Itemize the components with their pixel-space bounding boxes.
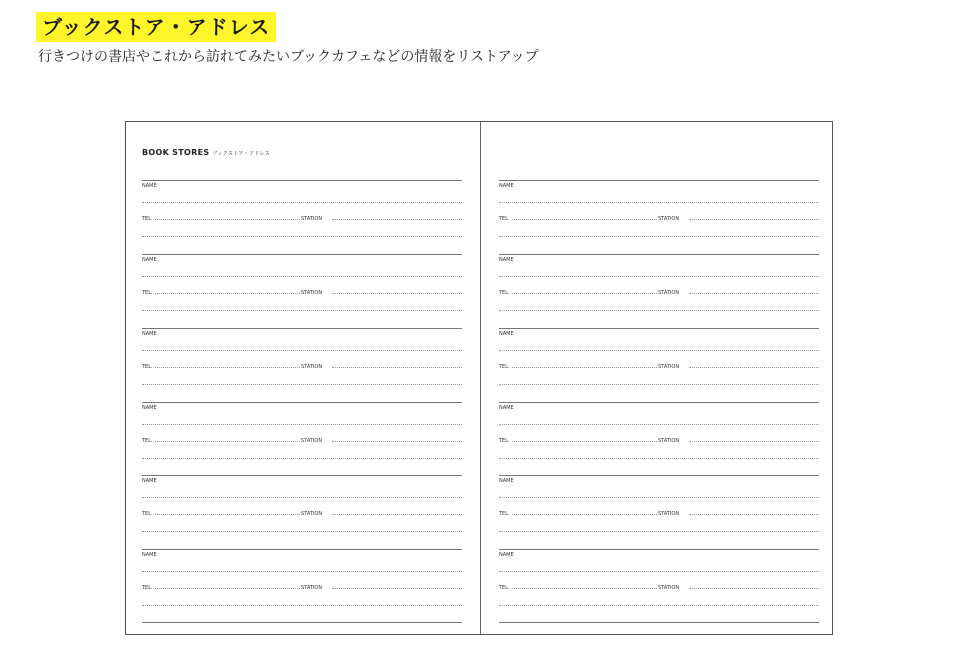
station-label: STATION	[658, 585, 680, 591]
address-line[interactable]	[499, 605, 819, 606]
entry-top-rule	[499, 402, 819, 403]
address-entry	[499, 549, 819, 623]
tel-label: TEL.	[142, 511, 153, 517]
tel-label: TEL.	[142, 216, 153, 222]
name-label: NAME	[499, 552, 514, 558]
name-line[interactable]	[142, 276, 462, 277]
notebook-spine	[480, 122, 481, 634]
station-line[interactable]	[332, 514, 462, 515]
tel-label: TEL.	[142, 290, 153, 296]
name-label: NAME	[499, 183, 514, 189]
station-label: STATION	[301, 438, 323, 444]
name-line[interactable]	[499, 571, 819, 572]
tel-line[interactable]	[152, 514, 300, 515]
tel-label: TEL.	[499, 511, 510, 517]
entry-top-rule	[499, 475, 819, 476]
entry-top-rule	[142, 254, 462, 255]
tel-label: TEL.	[499, 585, 510, 591]
address-line[interactable]	[142, 458, 462, 459]
station-label: STATION	[301, 585, 323, 591]
address-entry	[142, 254, 462, 328]
page-bottom-rule	[499, 622, 819, 623]
station-line[interactable]	[332, 588, 462, 589]
name-label: NAME	[499, 478, 514, 484]
name-line[interactable]	[499, 276, 819, 277]
address-line[interactable]	[142, 384, 462, 385]
address-entry	[142, 180, 462, 254]
name-line[interactable]	[142, 202, 462, 203]
station-line[interactable]	[689, 588, 819, 589]
name-label: NAME	[142, 257, 157, 263]
station-line[interactable]	[689, 367, 819, 368]
tel-line[interactable]	[509, 367, 657, 368]
station-label: STATION	[658, 290, 680, 296]
tel-line[interactable]	[509, 293, 657, 294]
name-label: NAME	[142, 478, 157, 484]
station-label: STATION	[301, 216, 323, 222]
address-entry	[142, 549, 462, 623]
entry-top-rule	[142, 475, 462, 476]
entry-top-rule	[499, 254, 819, 255]
station-line[interactable]	[689, 441, 819, 442]
tel-line[interactable]	[152, 441, 300, 442]
right-page	[499, 122, 819, 634]
tel-line[interactable]	[509, 514, 657, 515]
address-line[interactable]	[499, 458, 819, 459]
heading-subtext: ブックストア・アドレス	[212, 151, 270, 157]
station-line[interactable]	[689, 514, 819, 515]
station-label: STATION	[658, 438, 680, 444]
station-label: STATION	[301, 511, 323, 517]
entry-top-rule	[499, 180, 819, 181]
entry-top-rule	[142, 549, 462, 550]
station-line[interactable]	[689, 293, 819, 294]
left-page	[142, 122, 462, 634]
tel-line[interactable]	[509, 219, 657, 220]
entry-top-rule	[499, 328, 819, 329]
heading-text: BOOK STORES	[142, 148, 210, 157]
address-entry	[142, 475, 462, 549]
tel-label: TEL.	[499, 364, 510, 370]
name-label: NAME	[142, 405, 157, 411]
entry-top-rule	[142, 180, 462, 181]
address-entry	[499, 180, 819, 254]
name-line[interactable]	[142, 571, 462, 572]
address-line[interactable]	[142, 531, 462, 532]
entry-top-rule	[142, 328, 462, 329]
name-line[interactable]	[499, 497, 819, 498]
tel-line[interactable]	[509, 441, 657, 442]
name-line[interactable]	[499, 424, 819, 425]
name-line[interactable]	[499, 350, 819, 351]
tel-label: TEL.	[499, 290, 510, 296]
address-entry	[142, 328, 462, 402]
station-line[interactable]	[332, 219, 462, 220]
tel-label: TEL.	[142, 364, 153, 370]
station-label: STATION	[658, 216, 680, 222]
address-line[interactable]	[499, 531, 819, 532]
address-line[interactable]	[499, 310, 819, 311]
name-label: NAME	[499, 257, 514, 263]
station-label: STATION	[301, 364, 323, 370]
address-entry	[499, 475, 819, 549]
station-line[interactable]	[332, 367, 462, 368]
notebook-spread	[125, 121, 833, 635]
tel-line[interactable]	[152, 219, 300, 220]
page-title: ブックストア・アドレス	[36, 12, 276, 42]
tel-line[interactable]	[152, 293, 300, 294]
entry-top-rule	[499, 549, 819, 550]
station-label: STATION	[658, 511, 680, 517]
address-line[interactable]	[142, 605, 462, 606]
name-label: NAME	[142, 183, 157, 189]
entry-top-rule	[142, 402, 462, 403]
station-label: STATION	[301, 290, 323, 296]
page-bottom-rule	[142, 622, 462, 623]
address-entry	[142, 402, 462, 476]
station-label: STATION	[658, 364, 680, 370]
station-line[interactable]	[332, 441, 462, 442]
tel-label: TEL.	[142, 585, 153, 591]
tel-label: TEL.	[499, 216, 510, 222]
address-entry	[499, 328, 819, 402]
tel-line[interactable]	[509, 588, 657, 589]
page-subtitle: 行きつけの書店やこれから訪れてみたいブックカフェなどの情報をリストアップ	[38, 49, 539, 65]
address-line[interactable]	[142, 310, 462, 311]
name-label: NAME	[142, 552, 157, 558]
address-line[interactable]	[499, 384, 819, 385]
name-line[interactable]	[142, 497, 462, 498]
tel-line[interactable]	[152, 367, 300, 368]
address-line[interactable]	[142, 236, 462, 237]
page-heading	[142, 148, 270, 157]
name-label: NAME	[142, 331, 157, 337]
name-label: NAME	[499, 331, 514, 337]
tel-label: TEL.	[142, 438, 153, 444]
tel-line[interactable]	[152, 588, 300, 589]
station-line[interactable]	[689, 219, 819, 220]
tel-label: TEL.	[499, 438, 510, 444]
name-label: NAME	[499, 405, 514, 411]
station-line[interactable]	[332, 293, 462, 294]
address-entry	[499, 254, 819, 328]
name-line[interactable]	[499, 202, 819, 203]
address-line[interactable]	[499, 236, 819, 237]
name-line[interactable]	[142, 350, 462, 351]
address-entry	[499, 402, 819, 476]
name-line[interactable]	[142, 424, 462, 425]
